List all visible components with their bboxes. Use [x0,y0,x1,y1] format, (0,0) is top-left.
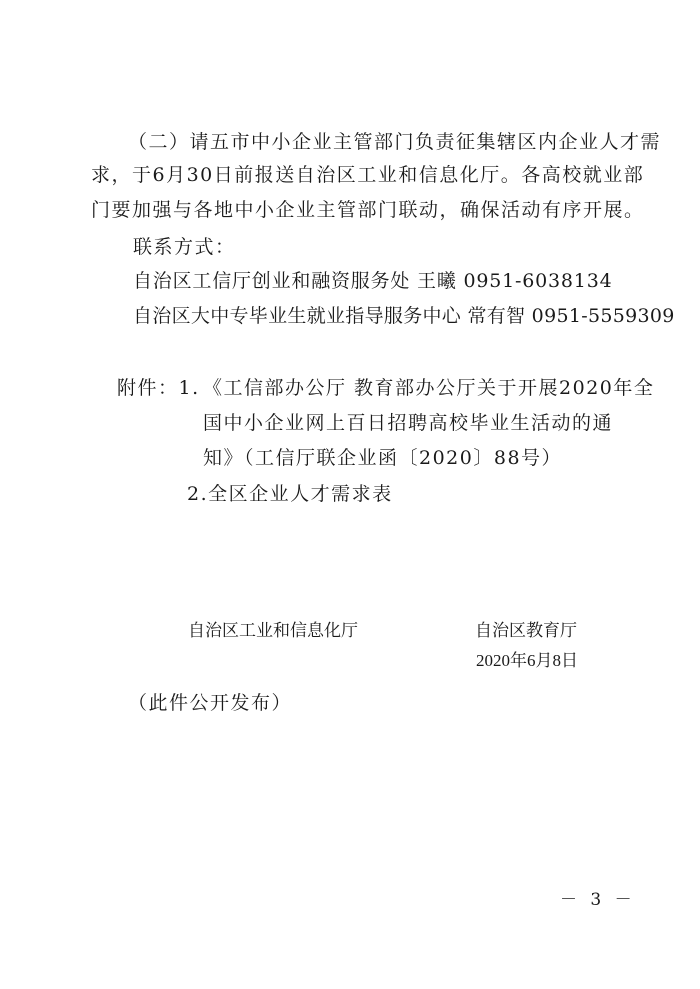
page-number: － 3 － [560,890,636,910]
issue-date: 2020年6月8日 [476,651,578,670]
attachment-2: 2.全区企业人才需求表 [187,483,393,505]
attachment-1-line-3: 知》（工信厅联企业函〔2020〕88号） [203,447,563,469]
contact-label: 联系方式： [133,236,236,258]
issuer-1: 自治区工业和信息化厅 [188,621,358,640]
attachments-label: 附件：1. [117,377,200,399]
contact-line-1: 自治区工信厅创业和融资服务处 王曦 0951-6038134 [133,270,613,292]
paragraph-line-3: 门要加强与各地中小企业主管部门联动，确保活动有序开展。 [91,199,645,221]
issuer-2: 自治区教育厅 [475,621,577,640]
contact-line-2: 自治区大中专毕业生就业指导服务中心 常有智 0951-5559309 [133,305,675,327]
paragraph-line-2: 求，于6月30日前报送自治区工业和信息化厅。各高校就业部 [91,164,645,186]
paragraph-line-1: （二）请五市中小企业主管部门负责征集辖区内企业人才需 [128,131,662,153]
attachment-1-line-1: 《工信部办公厅 教育部办公厅关于开展2020年全 [203,377,655,399]
publication-note: （此件公开发布） [128,692,293,714]
attachment-1-line-2: 国中小企业网上百日招聘高校毕业生活动的通 [203,412,614,434]
